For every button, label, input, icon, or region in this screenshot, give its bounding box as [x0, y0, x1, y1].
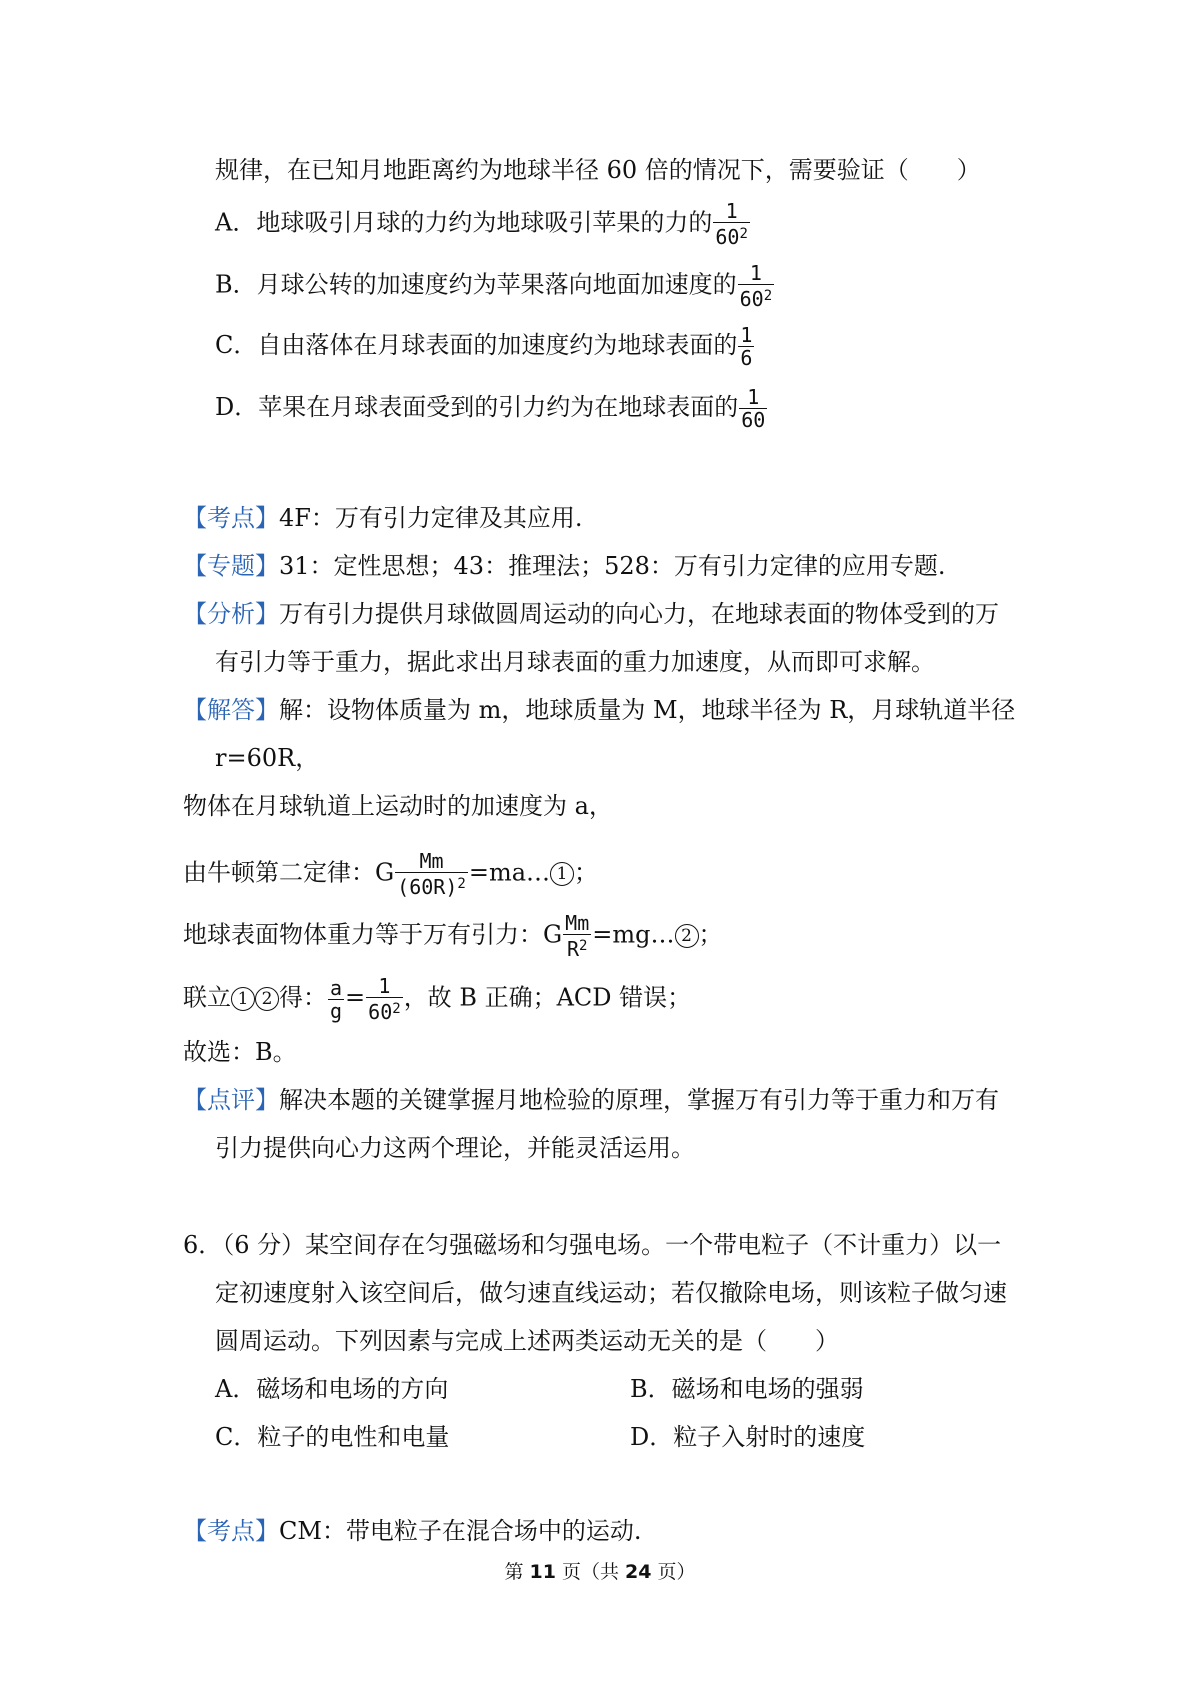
fraction: $\frac{1}{60^2}$	[715, 199, 748, 249]
option-text: 苹果在月球表面受到的引力约为在地球表面的	[258, 393, 739, 421]
q5-option-b	[215, 262, 775, 310]
option-label: C．	[215, 331, 258, 359]
option-label: D．	[215, 393, 259, 421]
q6-stem-2: 定初速度射入该空间后，做匀速直线运动；若仅撤除电场，则该粒子做匀速	[215, 1279, 1007, 1307]
dianping-line	[183, 1085, 999, 1115]
q6-option-d: D．粒子入射时的速度	[630, 1423, 866, 1451]
fraction: $\frac{1}{60}$	[741, 385, 766, 432]
jieda-text: 解：设物体质量为 m，地球质量为 M，地球半径为 R，月球轨道半径	[279, 696, 1016, 724]
option-label: A．	[215, 208, 257, 237]
option-text: 月球公转的加速度约为苹果落向地面加速度的	[256, 270, 737, 299]
q6-option-c: C．粒子的电性和电量	[215, 1423, 450, 1451]
page-total: 24	[625, 1561, 652, 1583]
fenxi-line-2: 有引力等于重力，据此求出月球表面的重力加速度，从而即可求解。	[215, 648, 935, 676]
circled-number: 2	[255, 987, 279, 1011]
circled-number: 1	[231, 987, 255, 1011]
fraction: $\frac{1}{6}$	[740, 323, 753, 370]
jieda-tag: 【解答】	[183, 696, 279, 724]
equation-2: 地球表面物体重力等于万有引力：G $\frac{Mm}{R^2}$ =mg… 2 ；	[183, 911, 723, 961]
q6-stem-3: 圆周运动。下列因素与完成上述两类运动无关的是（ ）	[215, 1327, 839, 1355]
page-footer: 第 11 页（共 24 页）	[504, 1561, 696, 1583]
q5-option-c	[215, 324, 755, 369]
dianping-tag: 【点评】	[183, 1086, 279, 1114]
jieda-line-2: r=60R，	[215, 744, 320, 772]
fenxi-tag: 【分析】	[183, 600, 279, 628]
fraction: $\frac{Mm}{(60R)^2}$	[397, 849, 466, 899]
fraction: $\frac{a}{g}$	[330, 975, 343, 1023]
option-text: 地球吸引月球的力约为地球吸引苹果的力的	[256, 208, 713, 237]
option-text: 自由落体在月球表面的加速度约为地球表面的	[257, 331, 738, 359]
kaodian-text: 4F：万有引力定律及其应用.	[279, 504, 583, 532]
q5-option-d	[215, 386, 768, 431]
dianping-line-2: 引力提供向心力这两个理论，并能灵活运用。	[215, 1134, 695, 1162]
circled-number: 2	[675, 924, 699, 948]
zhuanti-tag: 【专题】	[183, 552, 279, 580]
q5-option-a	[215, 200, 751, 248]
page-number: 11	[529, 1561, 556, 1583]
equation-3: 联立 1 2 得： $\frac{a}{g}$ = $\frac{1}{60^2}$ ，故 B 正确；ACD 错误；	[183, 974, 692, 1024]
answer: 故选：B。	[183, 1038, 297, 1066]
option-label: B．	[215, 270, 257, 299]
q6-option-a: A．磁场和电场的方向	[215, 1375, 449, 1403]
dianping-text: 解决本题的关键掌握月地检验的原理，掌握万有引力等于重力和万有	[279, 1086, 999, 1114]
circled-number: 1	[550, 862, 574, 886]
kaodian-tag: 【考点】	[183, 504, 279, 532]
equation-1: 由牛顿第二定律：G $\frac{Mm}{(60R)^2}$ =ma… 1 ；	[183, 849, 599, 899]
fenxi-text: 万有引力提供月球做圆周运动的向心力，在地球表面的物体受到的万	[279, 600, 999, 628]
zhuanti-line	[183, 551, 946, 581]
q6-option-b: B．磁场和电场的强弱	[630, 1375, 864, 1403]
zhuanti-text: 31：定性思想；43：推理法；528：万有引力定律的应用专题.	[279, 552, 946, 580]
kaodian-tag: 【考点】	[183, 1517, 279, 1545]
kaodian-text: CM：带电粒子在混合场中的运动.	[279, 1517, 642, 1545]
q6-kaodian-line	[183, 1516, 642, 1546]
fraction: $\frac{1}{60^2}$	[739, 261, 773, 311]
q5-stem-tail: 规律，在已知月地距离约为地球半径 60 倍的情况下，需要验证（ ）	[215, 156, 981, 184]
kaodian-line	[183, 503, 583, 533]
jieda-line	[183, 695, 1015, 725]
q6-stem-1: 6．（6 分）某空间存在匀强磁场和匀强电场。一个带电粒子（不计重力）以一	[183, 1231, 1002, 1259]
fraction: $\frac{Mm}{R^2}$	[565, 911, 590, 961]
jieda-line-3: 物体在月球轨道上运动时的加速度为 a，	[183, 792, 613, 820]
fenxi-line	[183, 599, 999, 629]
fraction: $\frac{1}{60^2}$	[368, 974, 401, 1024]
